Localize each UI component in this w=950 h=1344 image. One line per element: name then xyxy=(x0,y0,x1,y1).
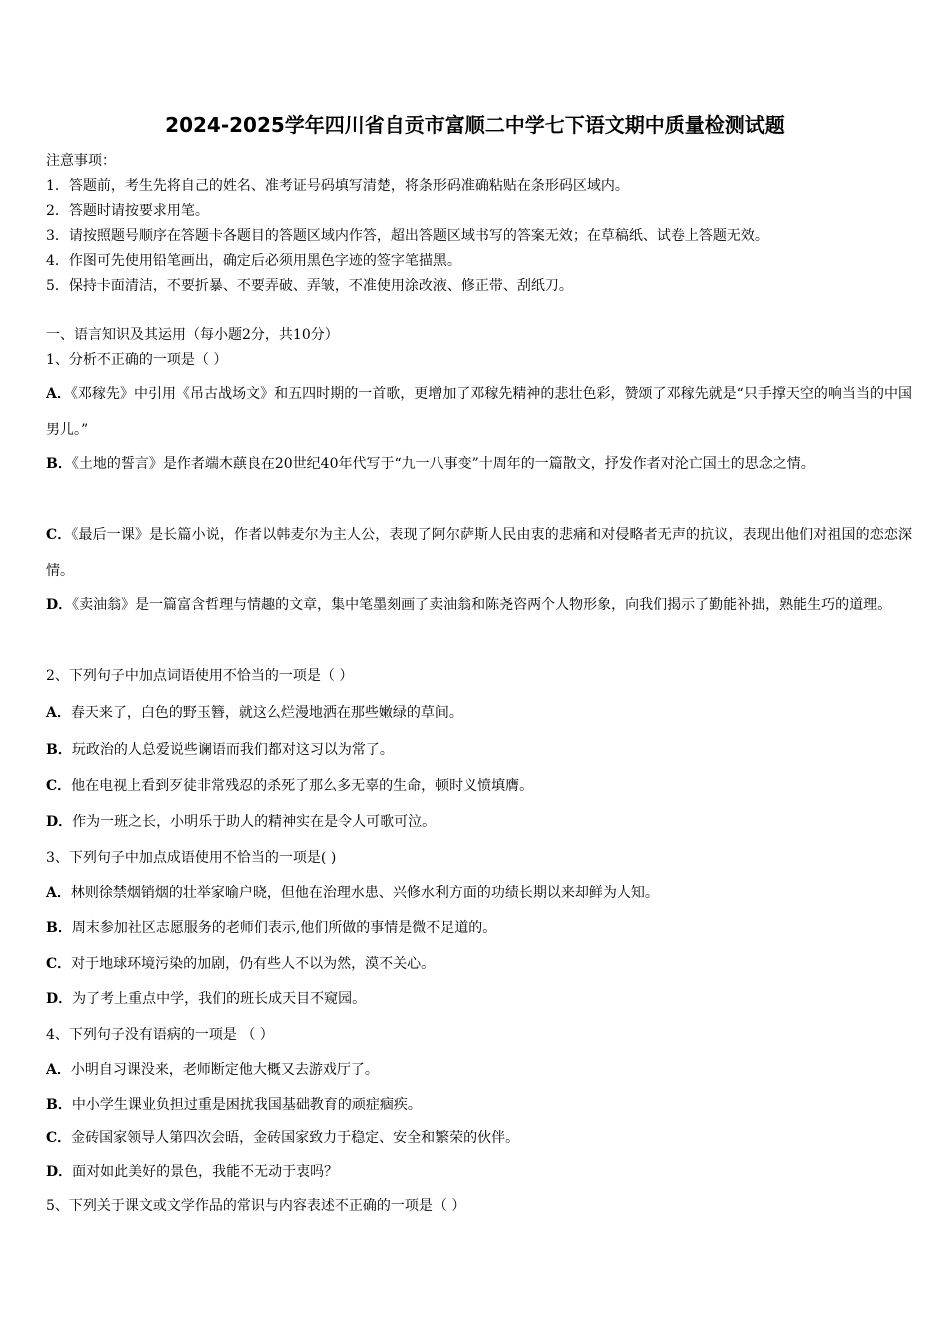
option-letter: A． xyxy=(46,885,71,901)
page-title: 2024-2025学年四川省自贡市富顺二中学七下语文期中质量检测试题 xyxy=(165,113,785,137)
option-text: 对于地球环境污染的加剧，仍有些人不以为然，漠不关心。 xyxy=(71,956,436,972)
answer-option xyxy=(46,776,533,796)
notice-item: 4．作图可先使用铅笔画出，确定后必须用黑色字迹的签字笔描黑。 xyxy=(46,253,461,269)
option-text: 《卖油翁》是一篇富含哲理与情趣的文章，集中笔墨刻画了卖油翁和陈尧咨两个人物形象，向我们揭示了勤能补拙，熟能生巧的道理。 xyxy=(72,597,892,613)
answer-option xyxy=(46,376,912,448)
section-heading: 一、语言知识及其运用（每小题2分，共10分） xyxy=(46,327,339,343)
option-letter: D． xyxy=(46,597,73,613)
option-text: 为了考上重点中学，我们的班长成天目不窥园。 xyxy=(72,991,367,1007)
answer-option xyxy=(46,812,436,832)
option-letter: C． xyxy=(46,1130,72,1146)
answer-option xyxy=(46,517,912,589)
question-stem: 1、分析不正确的一项是（ ） xyxy=(46,352,228,368)
option-letter: D． xyxy=(46,1164,73,1180)
option-text: 《最后一课》是长篇小说，作者以韩麦尔为主人公，表现了阿尔萨斯人民由衷的悲痛和对侵略者无声的抗议，表现出他们对祖国的恋恋深情。 xyxy=(46,527,912,579)
option-text: 《土地的誓言》是作者端木蕻良在20世纪40年代写于“九一八事变”十周年的一篇散文，抒发作者对沦亡国土的思念之情。 xyxy=(71,456,815,472)
option-letter: A． xyxy=(46,1062,71,1078)
option-text: 林则徐禁烟销烟的壮举家喻户晓，但他在治理水患、兴修水利方面的功绩长期以来却鲜为人知。 xyxy=(70,885,659,901)
answer-option xyxy=(46,954,435,974)
option-letter: D． xyxy=(46,991,73,1007)
option-letter: B． xyxy=(46,742,72,758)
answer-option xyxy=(46,1128,519,1148)
option-letter: C． xyxy=(46,778,72,794)
answer-option xyxy=(46,587,912,623)
answer-option xyxy=(46,918,496,938)
option-text: 作为一班之长，小明乐于助人的精神实在是令人可歌可泣。 xyxy=(72,814,437,830)
notice-item: 1．答题前，考生先将自己的姓名、准考证号码填写清楚，将条形码准确粘贴在条形码区域内。 xyxy=(46,178,629,194)
option-text: 周末参加社区志愿服务的老师们表示,他们所做的事情是微不足道的。 xyxy=(71,920,497,936)
answer-option xyxy=(46,1060,379,1080)
question-stem: 4、下列句子没有语病的一项是 （ ） xyxy=(46,1027,274,1043)
option-letter: A． xyxy=(46,386,71,402)
option-text: 小明自习课没来，老师断定他大概又去游戏厅了。 xyxy=(70,1062,379,1078)
option-text: 玩政治的人总爱说些谰语而我们都对这习以为常了。 xyxy=(71,742,394,758)
option-letter: A． xyxy=(46,705,71,721)
answer-option xyxy=(46,740,394,760)
option-letter: B． xyxy=(46,1097,72,1113)
answer-option xyxy=(46,1162,338,1182)
option-letter: D． xyxy=(46,814,73,830)
answer-option xyxy=(46,703,463,723)
option-text: 《邓稼先》中引用《吊古战场文》和五四时期的一首歌，更增加了邓稼先精神的悲壮色彩，赞颂了邓稼先就是“只手撑天空的响当当的中国男儿。” xyxy=(46,386,912,438)
option-letter: B． xyxy=(46,920,72,936)
question-stem: 5、下列关于课文或文学作品的常识与内容表述不正确的一项是（ ） xyxy=(46,1198,466,1214)
notice-heading: 注意事项： xyxy=(46,153,116,169)
option-letter: B． xyxy=(46,456,72,472)
option-text: 中小学生课业负担过重是困扰我国基础教育的顽症痼疾。 xyxy=(71,1097,422,1113)
answer-option xyxy=(46,446,912,482)
question-stem: 2、下列句子中加点词语使用不恰当的一项是（ ） xyxy=(46,668,354,684)
notice-item: 3．请按照题号顺序在答题卡各题目的答题区域内作答，超出答题区域书写的答案无效；在草稿纸、试卷上答题无效。 xyxy=(46,228,769,244)
option-text: 金砖国家领导人第四次会晤，金砖国家致力于稳定、安全和繁荣的伙伴。 xyxy=(71,1130,520,1146)
answer-option xyxy=(46,883,659,903)
option-text: 他在电视上看到歹徒非常残忍的杀死了那么多无辜的生命，顿时义愤填膺。 xyxy=(71,778,534,794)
option-text: 春天来了，白色的野玉簪，就这么烂漫地洒在那些嫩绿的草间。 xyxy=(70,705,463,721)
question-stem: 3、下列句子中加点成语使用不恰当的一项是( ) xyxy=(46,850,337,866)
notice-item: 5．保持卡面清洁，不要折暴、不要弄破、弄皱，不准使用涂改液、修正带、刮纸刀。 xyxy=(46,278,573,294)
option-text: 面对如此美好的景色，我能不无动于衷吗？ xyxy=(72,1164,339,1180)
answer-option xyxy=(46,1095,422,1115)
option-letter: C． xyxy=(46,956,72,972)
option-letter: C． xyxy=(46,527,72,543)
answer-option xyxy=(46,989,366,1009)
notice-item: 2．答题时请按要求用笔。 xyxy=(46,203,209,219)
